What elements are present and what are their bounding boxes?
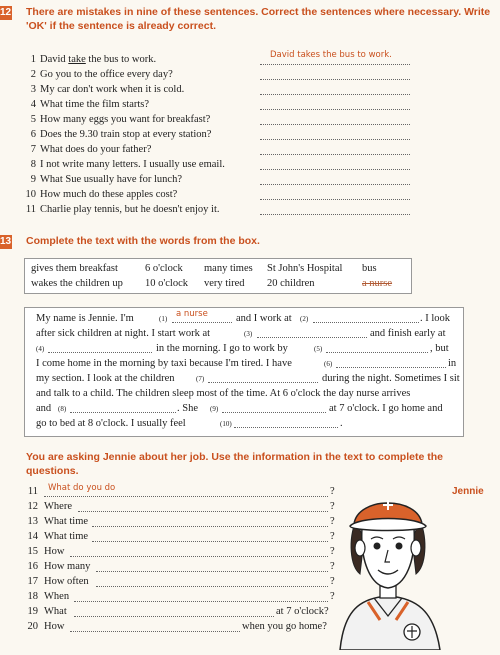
sentence-text: Does the 9.30 train stop at every station? — [40, 129, 212, 140]
question-start: How often — [44, 576, 89, 587]
gap-7[interactable] — [208, 372, 318, 383]
handwritten-answer: a nurse — [176, 309, 208, 319]
question-number: 11 — [27, 486, 38, 497]
text: I come home in the morning by taxi because I'm tired. I have — [36, 358, 292, 369]
handwritten-answer: David takes the bus to work. — [270, 50, 392, 60]
question-start: Where — [44, 501, 72, 512]
text-line-8 — [36, 417, 456, 431]
text: my section. I look at the children — [36, 373, 175, 384]
jennie-illustration — [330, 470, 448, 650]
question-end: at 7 o'clock? — [276, 606, 329, 617]
box-word-used: a nurse — [362, 278, 393, 289]
gap-number: (10) — [220, 420, 232, 428]
word-box — [24, 258, 412, 294]
sentence-text: What Sue usually have for lunch? — [40, 174, 182, 185]
box-word: 10 o'clock — [145, 278, 189, 289]
question-end: when you go home? — [242, 621, 327, 632]
nurse-drawing — [330, 470, 448, 650]
jennie-label: Jennie — [452, 486, 484, 497]
box-word: bus — [362, 263, 377, 274]
text: and finish early at — [370, 328, 446, 339]
text: . — [340, 418, 343, 429]
word-box-row-2 — [25, 276, 411, 291]
sentence-number: 9 — [30, 174, 36, 185]
gap-number: (9) — [210, 405, 219, 413]
question-answer-line[interactable] — [92, 530, 328, 542]
question-end: ? — [330, 486, 335, 497]
question-number: 12 — [27, 501, 38, 512]
sentence-text: Charlie play tennis, but he doesn't enjoy it. — [40, 204, 220, 215]
sentence-text: the bus to work. — [85, 54, 157, 65]
question-end: ? — [330, 531, 335, 542]
answer-line-11[interactable] — [260, 203, 410, 215]
sentence-text: Go you to the office every day? — [40, 69, 173, 80]
gap-number: (3) — [244, 330, 253, 338]
question-answer-line[interactable] — [74, 590, 328, 602]
box-word: wakes the children up — [31, 278, 123, 289]
text: during the night. Sometimes I sit — [322, 373, 460, 384]
underlined-word: take — [68, 54, 86, 65]
question-answer-line[interactable] — [96, 560, 328, 572]
question-answer-line[interactable] — [74, 605, 274, 617]
text: and — [36, 403, 52, 414]
question-answer-line[interactable] — [70, 620, 240, 632]
text-line-1 — [36, 309, 456, 326]
exercise-12-number: 12 — [0, 7, 12, 18]
question-number: 17 — [27, 576, 38, 587]
question-15 — [24, 545, 335, 559]
question-19 — [24, 605, 329, 619]
sentence-number: 8 — [30, 159, 36, 170]
answer-line-8[interactable] — [260, 158, 410, 170]
gap-number: (7) — [196, 375, 205, 383]
question-end: ? — [330, 576, 335, 587]
sentence-4 — [24, 98, 500, 112]
question-number: 14 — [27, 531, 38, 542]
question-answer-line[interactable] — [78, 500, 328, 512]
sentence-text: How many eggs you want for breakfast? — [40, 114, 211, 125]
text: , but — [430, 343, 449, 354]
sentence-7 — [24, 143, 500, 157]
gap-number: (2) — [300, 315, 309, 323]
sentence-10 — [24, 188, 500, 202]
box-word: 6 o'clock — [145, 263, 183, 274]
gap-number: (4) — [36, 345, 45, 353]
question-14 — [24, 530, 335, 544]
sentence-number: 11 — [25, 204, 36, 215]
text-line-3 — [36, 342, 456, 356]
gap-6[interactable] — [336, 357, 446, 368]
question-end: ? — [330, 501, 335, 512]
answer-line-5[interactable] — [260, 113, 410, 125]
sentence-text: What does do your father? — [40, 144, 152, 155]
exercise-12-instruction-line-2: 'OK' if the sentence is already correct. — [26, 20, 216, 32]
gap-2[interactable] — [313, 312, 419, 323]
question-number: 13 — [27, 516, 38, 527]
question-answer-line[interactable] — [70, 545, 328, 557]
gap-9[interactable] — [222, 402, 326, 413]
sentence-1 — [24, 50, 500, 67]
sentence-9 — [24, 173, 500, 187]
question-16 — [24, 560, 335, 574]
question-answer-line[interactable] — [92, 515, 328, 527]
answer-line-10[interactable] — [260, 188, 410, 200]
question-number: 18 — [27, 591, 38, 602]
question-end: ? — [330, 546, 335, 557]
question-12 — [24, 500, 335, 514]
question-start: What time — [44, 531, 89, 542]
sentence-text: David — [40, 54, 69, 65]
gap-number: (6) — [324, 360, 333, 368]
answer-line-6[interactable] — [260, 128, 410, 140]
exercise-12-instruction-line-1: There are mistakes in nine of these sentences. Correct the sentences where necessary. Write — [26, 6, 491, 18]
question-start: How many — [44, 561, 91, 572]
answer-line-2[interactable] — [260, 68, 410, 80]
question-end: ? — [330, 591, 335, 602]
question-answer-line[interactable] — [44, 485, 328, 497]
text-line-4 — [36, 357, 456, 371]
text: My name is Jennie. I'm — [36, 313, 134, 324]
sentence-3 — [24, 83, 500, 97]
gap-8[interactable] — [70, 402, 176, 413]
answer-line-7[interactable] — [260, 143, 410, 155]
sentence-8 — [24, 158, 500, 172]
text: at 7 o'clock. I go home and — [329, 403, 443, 414]
gap-number: (5) — [314, 345, 323, 353]
gap-3[interactable] — [257, 327, 367, 338]
gap-4[interactable] — [48, 342, 152, 353]
gap-number: (1) — [159, 315, 168, 323]
answer-line-3[interactable] — [260, 83, 410, 95]
word-box-row-1 — [25, 261, 411, 276]
question-number: 15 — [27, 546, 38, 557]
text: and talk to a child. The children sleep most of the time. At 6 o'clock the day nurse arrives — [36, 388, 411, 399]
question-11 — [24, 483, 335, 499]
question-number: 19 — [27, 606, 38, 617]
text-line-2 — [36, 327, 456, 341]
box-word: many times — [204, 263, 253, 274]
exercise-14-instruction-line-1: You are asking Jennie about her job. Use the information in the text to complete the — [26, 451, 443, 463]
box-word: St John's Hospital — [267, 263, 343, 274]
question-17 — [24, 575, 335, 589]
gap-5[interactable] — [326, 342, 428, 353]
question-end: ? — [330, 561, 335, 572]
sentence-number: 7 — [30, 144, 36, 155]
question-start: When — [44, 591, 70, 602]
text: and I work at — [236, 313, 292, 324]
sentence-number: 4 — [30, 99, 36, 110]
sentence-number: 6 — [30, 129, 36, 140]
question-start: How — [44, 546, 65, 557]
sentence-number: 5 — [30, 114, 36, 125]
question-start: How — [44, 621, 65, 632]
question-20 — [24, 620, 327, 634]
exercise-13-instruction: Complete the text with the words from the box. — [26, 235, 260, 247]
exercise-13-number: 13 — [0, 236, 12, 247]
sentence-2 — [24, 68, 500, 82]
sentence-number: 10 — [25, 189, 36, 200]
box-word: gives them breakfast — [31, 263, 118, 274]
text: in — [448, 358, 457, 369]
text: in the morning. I go to work by — [156, 343, 288, 354]
answer-line-1[interactable] — [260, 50, 410, 65]
question-13 — [24, 515, 335, 529]
gap-10[interactable] — [234, 417, 338, 428]
handwritten-answer: What do you do — [48, 483, 116, 493]
sentence-number: 2 — [30, 69, 36, 80]
question-18 — [24, 590, 335, 604]
question-start: What — [44, 606, 67, 617]
question-start: What time — [44, 516, 89, 527]
text: go to bed at 8 o'clock. I usually feel — [36, 418, 186, 429]
sentence-number: 1 — [30, 54, 36, 65]
question-end: ? — [330, 516, 335, 527]
text-line-7 — [36, 402, 456, 416]
sentence-number: 3 — [30, 84, 36, 95]
question-number: 20 — [27, 621, 38, 632]
sentence-text: I not write many letters. I usually use email. — [40, 159, 225, 170]
gap-number: (8) — [58, 405, 67, 413]
sentence-11 — [24, 203, 500, 217]
sentence-6 — [24, 128, 500, 142]
sentence-5 — [24, 113, 500, 127]
exercise-14-instruction-line-2: questions. — [26, 465, 79, 477]
text: . She — [177, 403, 198, 414]
question-number: 16 — [27, 561, 38, 572]
text-line-6 — [36, 387, 456, 401]
reading-text-box — [24, 307, 464, 437]
question-answer-line[interactable] — [96, 575, 328, 587]
text-line-5 — [36, 372, 460, 386]
gap-1[interactable] — [172, 309, 232, 323]
text: after sick children at night. I start work at — [36, 328, 211, 339]
sentence-text: What time the film starts? — [40, 99, 150, 110]
box-word: 20 children — [267, 278, 315, 289]
text: . I look — [420, 313, 451, 324]
sentence-text: How much do these apples cost? — [40, 189, 178, 200]
answer-line-9[interactable] — [260, 173, 410, 185]
box-word: very tired — [204, 278, 245, 289]
sentence-text: My car don't work when it is cold. — [40, 84, 185, 95]
answer-line-4[interactable] — [260, 98, 410, 110]
